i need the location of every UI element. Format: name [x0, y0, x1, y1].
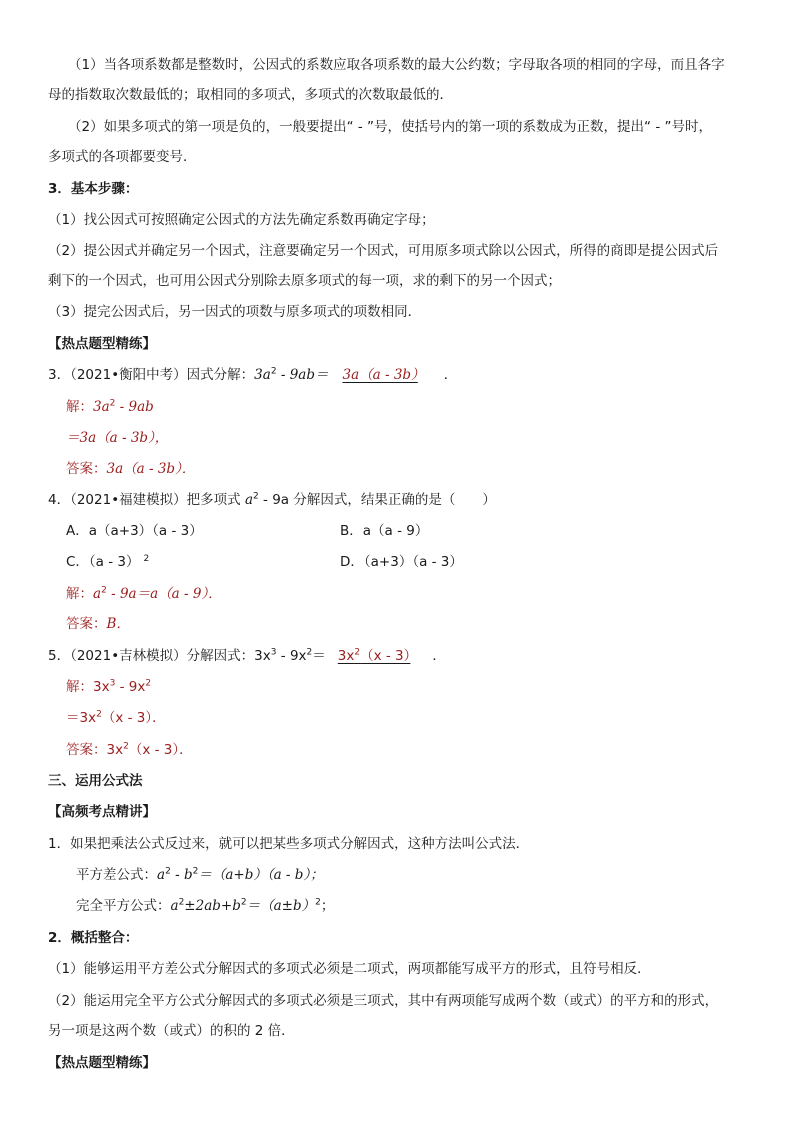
q3-sol-a: 3a — [93, 399, 110, 415]
rule-1-line-1: （1）当各项系数都是整数时，公因式的系数应取各项系数的最大公约数；字母取各项的相同的字母，而且各字 — [68, 57, 725, 73]
q5-solution-line-1 — [66, 677, 151, 697]
f2-exp-1: 2 — [178, 897, 185, 908]
f1-exp-1: 2 — [165, 866, 171, 877]
q4-ans-value: B． — [106, 616, 130, 632]
step-2-line-2: 剩下的一个因式，也可用公因式分别除去原多项式的每一项，求的剩下的另一个因式； — [48, 273, 561, 289]
steps-heading: 3．基本步骤： — [48, 181, 139, 197]
rule-2-line-1: （2）如果多项式的第一项是负的，一般要提出“ - ”号，使括号内的第一项的系数成为正数，提出“ - ”号时， — [68, 119, 712, 135]
q4-option-a[interactable]: A．a（a+3）（a - 3） — [66, 523, 203, 539]
q5-ans-b: （x - 3）． — [128, 742, 193, 758]
step-3: （3）提完公因式后，另一因式的项数与原多项式的项数相同． — [48, 304, 422, 320]
q5-sol-label: 解： — [66, 679, 93, 695]
q4-option-d[interactable]: D．（a+3）（a - 3） — [340, 554, 463, 570]
q5-sol-a: 3x — [93, 679, 110, 695]
q4-sol-label: 解： — [66, 586, 93, 602]
q5-sol2-a: ＝3x — [66, 710, 97, 726]
q5-prefix: 5．（2021•吉林模拟）分解因式：3x — [48, 648, 271, 664]
q4-option-c[interactable] — [66, 554, 149, 570]
q5-suffix: ． — [432, 648, 446, 664]
question-5 — [48, 646, 446, 666]
q5-answer-b: （x - 3） — [360, 648, 411, 664]
q3-sol-b: - 9ab — [115, 399, 154, 415]
section-3-title: 三、运用公式法 — [48, 773, 143, 789]
question-4 — [48, 490, 496, 510]
section-3-point-2: 2．概括整合： — [48, 930, 139, 946]
summary-1: （1）能够运用平方差公式分解因式的多项式必须是二项式，两项都能写成平方的形式，且符号相反． — [48, 961, 651, 977]
q3-answer: 3a（a - 3b） — [342, 367, 418, 383]
practice-heading-2: 【热点题型精练】 — [48, 1055, 156, 1071]
q5-sol2-exp: 2 — [96, 709, 102, 720]
f2-exp-2: 2 — [240, 897, 247, 908]
q4-option-b[interactable]: B．a（a - 9） — [340, 523, 429, 539]
practice-heading-1: 【热点题型精练】 — [48, 336, 156, 352]
f2-label: 完全平方公式： — [76, 898, 171, 914]
f2-b: ±2ab+b — [184, 898, 241, 914]
question-3 — [48, 365, 457, 385]
f2-exp-3: 2 — [315, 897, 321, 908]
q4-options-row-1 — [66, 521, 666, 541]
q3-ans-value: 3a（a - 3b）． — [106, 461, 196, 477]
q3-expr-b: - 9ab＝ — [276, 367, 329, 383]
q4-option-c-exp: 2 — [143, 553, 150, 564]
q3-sol-exp: 2 — [109, 398, 116, 409]
q5-answer-exp: 2 — [354, 647, 361, 658]
q3-answer-line — [66, 459, 195, 479]
f1-c: ＝（a+b）（a - b）； — [198, 867, 324, 883]
q5-sol2-b: （x - 3）． — [101, 710, 166, 726]
rule-1-line-2: 母的指数取次数最低的；取相同的多项式，多项式的次数取最低的． — [48, 87, 453, 103]
q5-exp-2: 2 — [306, 647, 313, 658]
f1-b: - b — [170, 867, 193, 883]
step-1: （1）找公因式可按照确定公因式的方法先确定系数再确定字母； — [48, 212, 435, 228]
formula-difference-of-squares — [76, 865, 324, 885]
section-3-point-1: 1．如果把乘法公式反过来，就可以把某些多项式分解因式，这种方法叫公式法． — [48, 836, 530, 852]
q4-stem-b: - 9a 分解因式，结果正确的是（ ） — [258, 492, 496, 508]
q4-sol-b: - 9a＝a（a - 9）． — [106, 586, 222, 602]
f1-a: a — [157, 867, 166, 883]
q4-ans-label: 答案： — [66, 616, 107, 632]
q3-solution-line-1 — [66, 397, 154, 417]
q4-exp: 2 — [253, 491, 259, 502]
q5-answer — [326, 648, 433, 664]
summary-2-line-2: 另一项是这两个数（或式）的积的 2 倍． — [48, 1023, 295, 1039]
formula-perfect-square — [76, 896, 334, 916]
q5-solution-line-2 — [66, 708, 166, 728]
q5-ans-label: 答案： — [66, 742, 107, 758]
q5-sol-exp-3: 3 — [109, 678, 116, 689]
question-3-prefix: 3．（2021•衡阳中考）因式分解： — [48, 367, 255, 383]
q5-exp-3: 3 — [270, 647, 277, 658]
q4-stem-var: a — [244, 492, 254, 508]
q5-sol-exp-2: 2 — [145, 678, 152, 689]
q5-answer-a: 3x — [337, 648, 355, 664]
q3-suffix: ． — [443, 367, 458, 383]
q3-expr-a: 3a — [254, 367, 271, 383]
step-2-line-1: （2）提公因式并确定另一个因式，注意要确定另一个因式，可用原多项式除以公因式，所得的商即是提公因式后 — [48, 243, 719, 259]
q3-exp: 2 — [270, 366, 277, 377]
q4-solution — [66, 584, 222, 604]
q4-answer-line — [66, 614, 130, 634]
q4-option-c-text: C．（a - 3） — [66, 554, 140, 570]
q5-answer-line — [66, 740, 193, 760]
q5-ans-a: 3x — [106, 742, 124, 758]
f2-c: ＝（a±b） — [246, 898, 316, 914]
q4-sol-exp: 2 — [101, 585, 107, 596]
rule-2-line-2: 多项式的各项都要变号． — [48, 149, 197, 165]
q5-eq: ＝ — [312, 648, 326, 664]
summary-2-line-1: （2）能运用完全平方公式分解因式的多项式必须是三项式，其中有两项能写成两个数（或式）的平方和的形式， — [48, 993, 719, 1009]
f1-label: 平方差公式： — [76, 867, 157, 883]
section-3-subheading: 【高频考点精讲】 — [48, 804, 156, 820]
q5-mid: - 9x — [276, 648, 307, 664]
q3-sol-label: 解： — [66, 399, 93, 415]
q3-ans-label: 答案： — [66, 461, 107, 477]
q4-sol-a: a — [93, 586, 102, 602]
q5-sol-b: - 9x — [115, 679, 146, 695]
f2-a: a — [170, 898, 179, 914]
q5-ans-exp: 2 — [123, 741, 129, 752]
q4-stem-a: 4．（2021•福建模拟）把多项式 — [48, 492, 245, 508]
q3-solution-line-2: ＝3a（a - 3b）， — [66, 430, 169, 446]
q4-options-row-2 — [66, 552, 666, 572]
f1-exp-2: 2 — [192, 866, 199, 877]
f2-d: ； — [320, 898, 335, 914]
